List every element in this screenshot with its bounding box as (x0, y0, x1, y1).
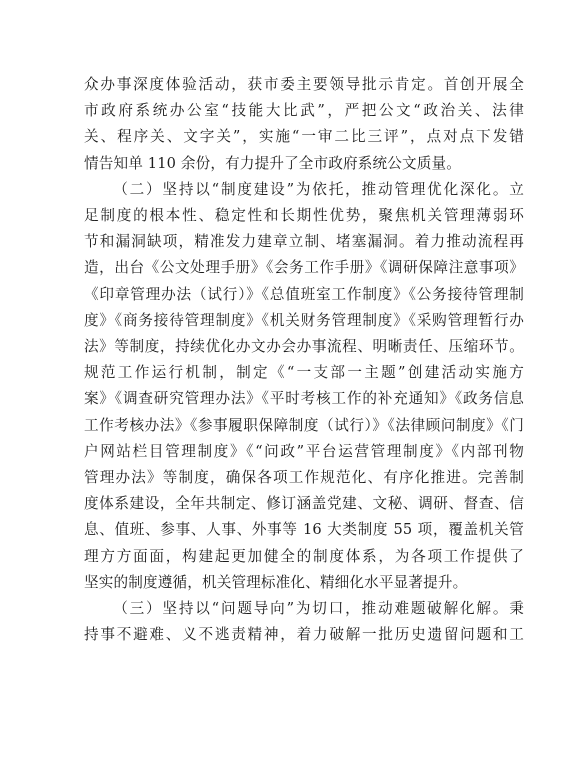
text-line: 户网站栏目管理制度》《“问政”平台运营管理制度》《内部刊物 (84, 442, 524, 460)
text-line: 造，出台《公文处理手册》《会务工作手册》《调研保障注意事项》 (84, 259, 524, 277)
text-line: 持事不避难、义不逃责精神，着力破解一批历史遗留问题和工 (84, 626, 524, 644)
text-line: 众办事深度体验活动，获市委主要领导批示肯定。首创开展全 (84, 76, 524, 93)
paragraph-3-section-three (84, 596, 524, 648)
text-line: 度体系建设，全年共制定、修订涵盖党建、文秘、调研、督查、信 (84, 495, 524, 513)
section-heading-line: （三）坚持以“问题导向”为切口，推动难题破解化解。秉 (113, 600, 524, 618)
text-line: 度》《商务接待管理制度》《机关财务管理制度》《采购管理暂行办 (84, 311, 524, 329)
text-line: 息、值班、参事、人事、外事等 16 大类制度 55 项，覆盖机关管 (84, 521, 524, 539)
text-line: 情告知单 110 余份，有力提升了全市政府系统公文质量。 (84, 154, 461, 172)
text-line: 市政府系统办公室“技能大比武”，严把公文“政治关、法律 (84, 102, 524, 120)
text-line: 工作考核办法》《参事履职保障制度（试行）》《法律顾问制度》《门 (84, 416, 524, 434)
text-line: 关、程序关、文字关”，实施“一审二比三评”，点对点下发错 (84, 128, 524, 146)
paragraph-2-section-two (84, 177, 524, 596)
text-line: 坚实的制度遵循，机关管理标准化、精细化水平显著提升。 (84, 573, 468, 591)
text-line: 管理办法》等制度，确保各项工作规范化、有序化推进。完善制 (84, 469, 524, 487)
text-line: 法》等制度，持续优化办文办会办事流程、明晰责任、压缩环节。 (84, 338, 524, 356)
text-line: 《印章管理办法（试行）》《总值班室工作制度》《公务接待管理制 (84, 285, 524, 303)
paragraph-1 (84, 72, 524, 177)
text-line: 足制度的根本性、稳定性和长期性优势，聚焦机关管理薄弱环 (84, 207, 524, 225)
text-line: 规范工作运行机制，制定《“一支部一主题”创建活动实施方 (84, 364, 524, 382)
text-line: 理方方面面，构建起更加健全的制度体系，为各项工作提供了 (84, 547, 524, 565)
section-heading-line: （二）坚持以“制度建设”为依托，推动管理优化深化。立 (113, 180, 524, 198)
document-body (84, 72, 524, 648)
text-line: 案》《调查研究管理办法》《平时考核工作的补充通知》《政务信息 (84, 390, 524, 408)
text-line: 节和漏洞缺项，精准发力建章立制、堵塞漏洞。着力推动流程再 (84, 233, 524, 251)
